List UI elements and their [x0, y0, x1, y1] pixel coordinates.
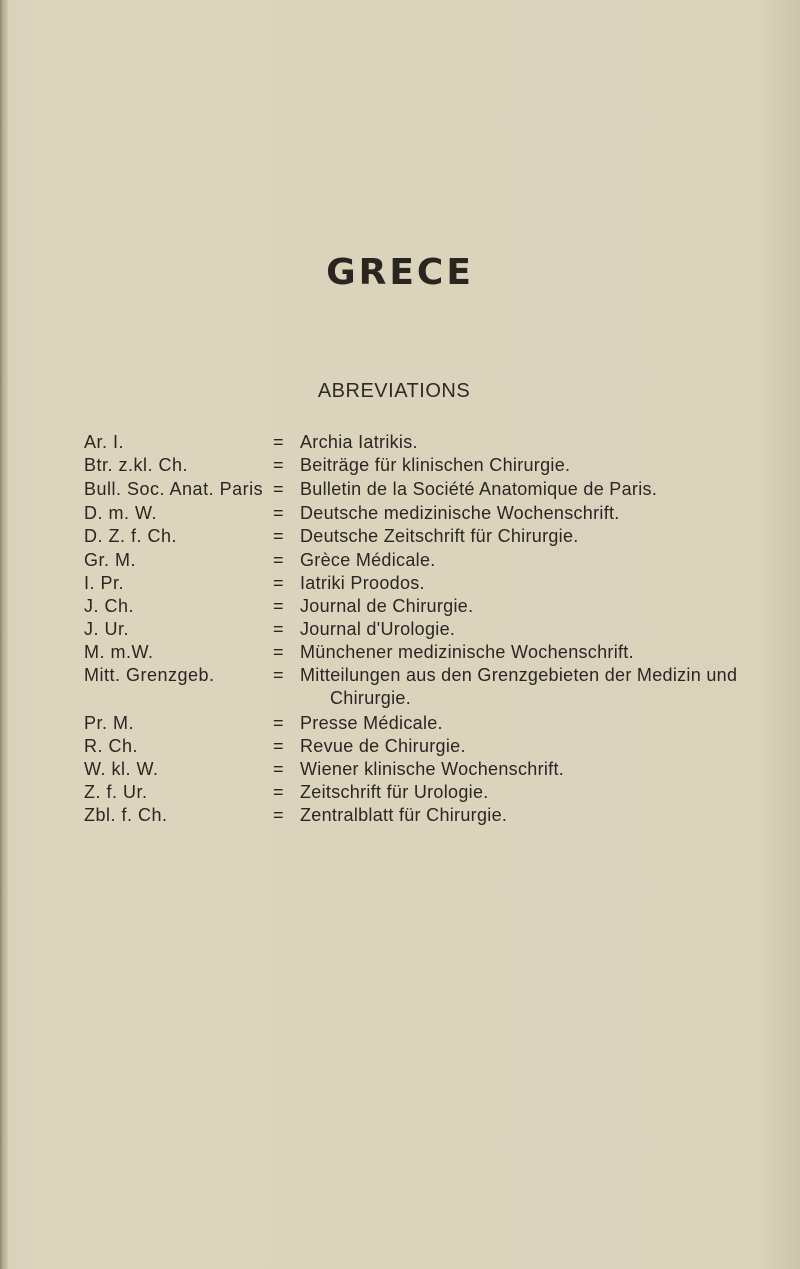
abbreviation-row [0, 524, 800, 548]
abbreviation-row [0, 757, 800, 781]
abbreviation: Z. f. Ur. [84, 782, 148, 802]
abbreviation-meaning: Grèce Médicale. [300, 550, 436, 570]
equals-sign: = [273, 455, 284, 475]
abbreviation-meaning: Zeitschrift für Urologie. [300, 782, 489, 802]
abbreviation: R. Ch. [84, 736, 139, 756]
equals-sign: = [273, 479, 284, 499]
abbreviation: J. Ur. [84, 619, 130, 639]
abbreviation-row [0, 663, 800, 687]
abbreviation-row [0, 640, 800, 664]
equals-sign: = [273, 665, 284, 685]
abbreviation: I. Pr. [84, 573, 125, 593]
section-heading: ABREVIATIONS [317, 380, 471, 402]
equals-sign: = [273, 573, 284, 593]
abbreviation-row [0, 734, 800, 758]
abbreviation-meaning: Beiträge für klinischen Chirurgie. [300, 455, 571, 475]
abbreviation: D. Z. f. Ch. [84, 526, 178, 546]
abbreviation: Gr. M. [84, 550, 136, 570]
abbreviation: Pr. M. [84, 713, 135, 733]
abbreviation-row [0, 803, 800, 827]
abbreviation-meaning: Journal d'Urologie. [300, 619, 456, 639]
abbreviation-meaning: Revue de Chirurgie. [300, 736, 466, 756]
abbreviation-meaning: Deutsche medizinische Wochenschrift. [300, 503, 620, 523]
abbreviation: Bull. Soc. Anat. Paris [84, 479, 264, 499]
equals-sign: = [273, 736, 284, 756]
abbreviation-meaning-continuation: Chirurgie. [330, 688, 412, 708]
equals-sign: = [273, 805, 284, 825]
abbreviation: Mitt. Grenzgeb. [84, 665, 215, 685]
equals-sign: = [273, 550, 284, 570]
abbreviation-meaning: Bulletin de la Société Anatomique de Paris. [300, 479, 658, 499]
abbreviation-meaning: Journal de Chirurgie. [300, 596, 474, 616]
abbreviation-continuation-row [0, 686, 800, 710]
abbreviation-meaning: Wiener klinische Wochenschrift. [300, 759, 565, 779]
abbreviation-meaning: Presse Médicale. [300, 713, 443, 733]
equals-sign: = [273, 759, 284, 779]
abbreviation-row [0, 453, 800, 477]
abbreviation-meaning: Münchener medizinische Wochenschrift. [300, 642, 634, 662]
equals-sign: = [273, 596, 284, 616]
abbreviation: M. m.W. [84, 642, 154, 662]
equals-sign: = [273, 503, 284, 523]
abbreviation-row [0, 548, 800, 572]
abbreviation: Ar. I. [84, 432, 125, 452]
abbreviation: Zbl. f. Ch. [84, 805, 168, 825]
equals-sign: = [273, 713, 284, 733]
abbreviation-meaning: Iatriki Proodos. [300, 573, 425, 593]
equals-sign: = [273, 642, 284, 662]
abbreviation: D. m. W. [84, 503, 157, 523]
abbreviation-row [0, 430, 800, 454]
abbreviation: W. kl. W. [84, 759, 159, 779]
abbreviation-row [0, 571, 800, 595]
abbreviation-row [0, 780, 800, 804]
abbreviation: Btr. z.kl. Ch. [84, 455, 189, 475]
equals-sign: = [273, 782, 284, 802]
abbreviation-meaning: Zentralblatt für Chirurgie. [300, 805, 508, 825]
abbreviation: J. Ch. [84, 596, 135, 616]
page-title: GRECE [326, 252, 474, 293]
abbreviation-row [0, 594, 800, 618]
abbreviation-row [0, 501, 800, 525]
equals-sign: = [273, 432, 284, 452]
equals-sign: = [273, 619, 284, 639]
abbreviation-meaning: Deutsche Zeitschrift für Chirurgie. [300, 526, 579, 546]
abbreviation-row [0, 617, 800, 641]
abbreviation-row [0, 477, 800, 501]
abbreviation-meaning: Archia Iatrikis. [300, 432, 418, 452]
abbreviation-meaning: Mitteilungen aus den Grenzgebieten der Medizin und [300, 665, 738, 685]
equals-sign: = [273, 526, 284, 546]
abbreviation-row [0, 711, 800, 735]
